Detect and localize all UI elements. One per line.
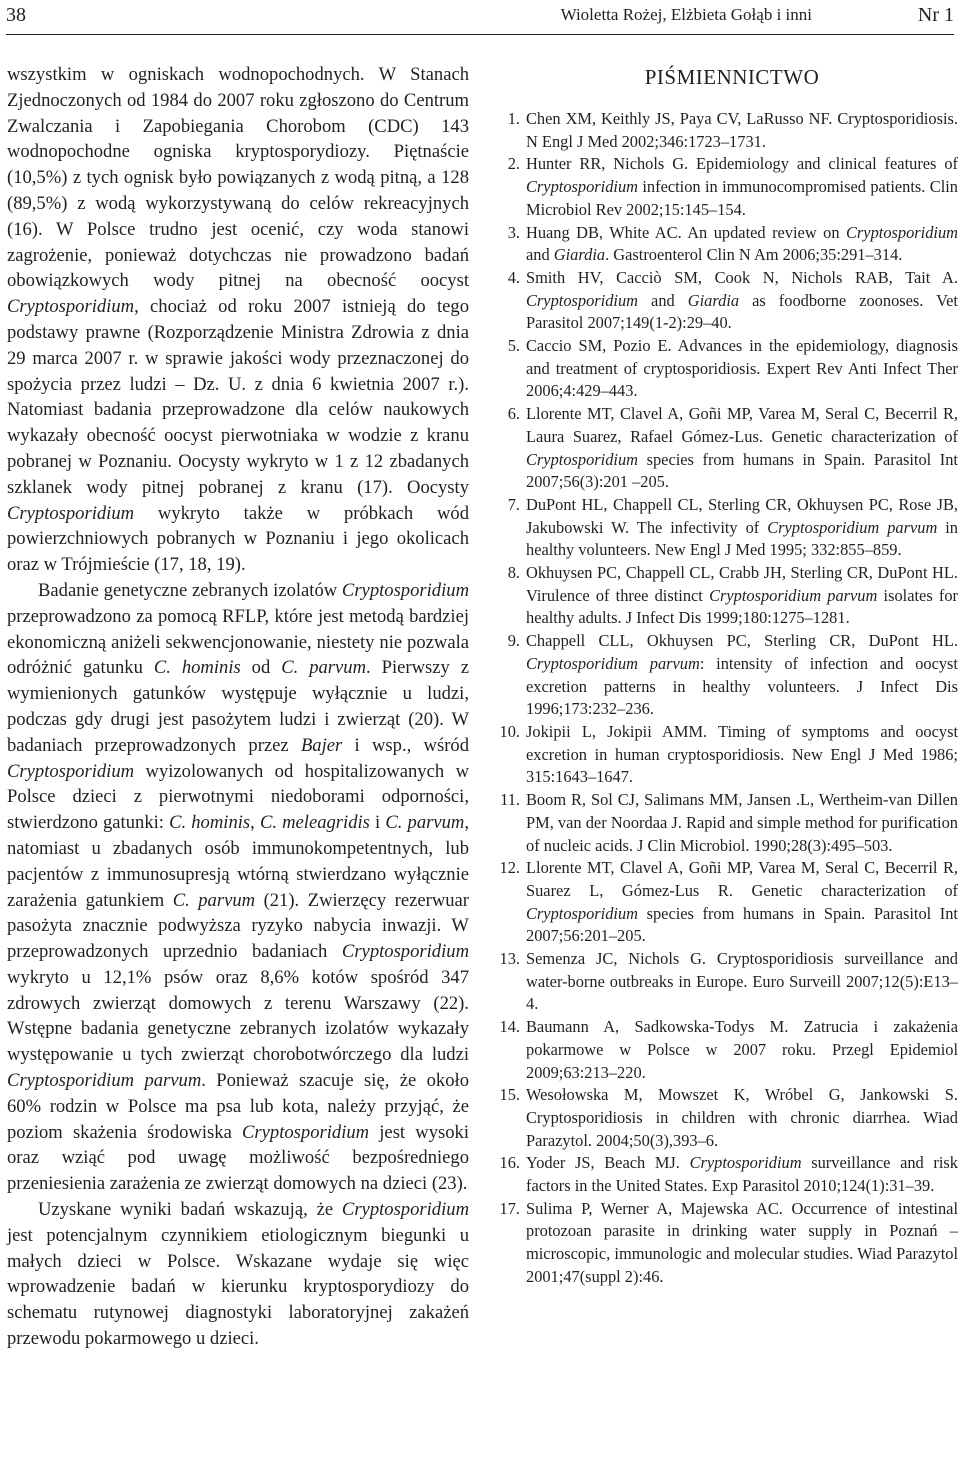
reference-number: 4. xyxy=(507,267,520,287)
issue-number: Nr 1 xyxy=(917,4,954,26)
reference-number: 11. xyxy=(500,790,520,810)
reference-text: Llorente MT, Clavel A, Goñi MP, Varea M, Seral C, Becerril R, Laura Suarez, Rafael Gómez-Lus. Genetic characterization of Cryptosporidium species from humans in Spain. Parasitol Int 2007;56(3):201 –205. xyxy=(526,404,958,492)
references-list xyxy=(498,108,958,1289)
reference-number: 17. xyxy=(499,1198,520,1218)
reference-item xyxy=(498,948,958,1016)
reference-text: Baumann A, Sadkowska-Todys M. Zatrucia i zakażenia pokarmowe w Polsce w 2007 roku. Przegl Epidemiol 2009;63:213–220. xyxy=(526,1017,958,1082)
reference-item xyxy=(498,222,958,267)
reference-number: 8. xyxy=(507,563,520,583)
reference-number: 5. xyxy=(507,336,520,356)
reference-number: 7. xyxy=(507,494,520,514)
reference-item xyxy=(498,1152,958,1197)
reference-item xyxy=(498,153,958,221)
reference-number: 3. xyxy=(507,222,520,242)
reference-number: 9. xyxy=(507,631,520,651)
reference-text: DuPont HL, Chappell CL, Sterling CR, Okhuysen PC, Rose JB, Jakubowski W. The infectivity of Cryptosporidium parvum in healthy volunteers. New Engl J Med 1995; 332:855–859. xyxy=(526,494,958,560)
reference-text: Chen XM, Keithly JS, Paya CV, LaRusso NF. Cryptosporidiosis. N Engl J Med 2002;346:1723–1731. xyxy=(526,109,958,151)
reference-text: Okhuysen PC, Chappell CL, Crabb JH, Sterling CR, DuPont HL. Virulence of three distinct Cryptosporidium parvum isolates for healthy adults. J Infect Dis 1999;180:1275–1281. xyxy=(526,563,958,628)
reference-number: 1. xyxy=(507,109,520,128)
reference-item xyxy=(498,335,958,403)
body-text-column xyxy=(7,62,469,1352)
reference-text: Jokipii L, Jokipii AMM. Timing of symptoms and oocyst excretion in human cryptosporidiosis. New Engl J Med 1986; 315:1643–1647. xyxy=(526,721,958,787)
reference-item xyxy=(498,857,958,948)
reference-text: Sulima P, Werner A, Majewska AC. Occurrence of intestinal protozoan parasite in drinking water supply in Poznań – microscopic, immunologic and molecular studies. Wiad Parazytol 2001;47(suppl 2):46. xyxy=(526,1198,958,1286)
reference-item xyxy=(498,1198,958,1289)
reference-item xyxy=(498,630,958,721)
reference-text: Yoder JS, Beach MJ. Cryptosporidium surveillance and risk factors in the United States. Exp Parasitol 2010;124(1):31–39. xyxy=(526,1153,958,1196)
reference-number: 12. xyxy=(499,858,520,878)
reference-item xyxy=(498,789,958,857)
references-column xyxy=(498,64,958,1289)
reference-number: 10. xyxy=(499,721,520,741)
reference-number: 2. xyxy=(507,154,520,174)
reference-text: Llorente MT, Clavel A, Goñi MP, Varea M, Seral C, Becerril R, Suarez L, Gómez-Lus R. Genetic characterization of Cryptosporidium species from humans in Spain. Parasitol Int 2007;56:201–205. xyxy=(526,858,958,946)
reference-number: 14. xyxy=(499,1017,520,1037)
reference-item xyxy=(498,403,958,494)
body-paragraph: Uzyskane wyniki badań wskazują, że Cryptosporidium jest potencjalnym czynnikiem etiologicznym biegunki u małych dzieci w Polsce. Wskazane wydaje się więc wprowadzenie badań w kierunku kryptosporydiozy do schematu rutynowej diagnostyki laboratoryjnej zakażeń przewodu pokarmowego u dzieci. xyxy=(7,1199,469,1350)
reference-item xyxy=(498,267,958,335)
references-heading: PIŚMIENNICTWO xyxy=(644,65,820,89)
reference-item xyxy=(498,1016,958,1084)
reference-text: Semenza JC, Nichols G. Cryptosporidiosis surveillance and water-borne outbreaks in Europe. Euro Surveill 2007;12(5):E13–4. xyxy=(526,949,958,1014)
reference-item xyxy=(498,494,958,562)
reference-number: 13. xyxy=(499,949,520,969)
reference-text: Hunter RR, Nichols G. Epidemiology and clinical features of Cryptosporidium infection in immunocompromised patients. Clin Microbiol Rev 2002;15:145–154. xyxy=(526,154,958,219)
reference-text: Smith HV, Cacciò SM, Cook N, Nichols RAB, Tait A. Cryptosporidium and Giardia as foodborne zoonoses. Vet Parasitol 2007;149(1-2):29–40. xyxy=(526,267,958,333)
reference-item xyxy=(498,562,958,630)
reference-number: 15. xyxy=(499,1085,520,1105)
page-number: 38 xyxy=(6,4,26,26)
reference-item xyxy=(498,721,958,789)
reference-number: 16. xyxy=(499,1153,520,1173)
reference-text: Caccio SM, Pozio E. Advances in the epidemiology, diagnosis and treatment of cryptosporidiosis. Expert Rev Anti Infect Ther 2006;4:429–443. xyxy=(526,336,958,401)
reference-text: Huang DB, White AC. An updated review on Cryptosporidium and Giardia. Gastroenterol Clin N Am 2006;35:291–314. xyxy=(526,222,958,265)
running-header xyxy=(6,0,954,35)
reference-item xyxy=(498,108,958,153)
body-paragraph: Badanie genetyczne zebranych izolatów Cryptosporidium przeprowadzono za pomocą RFLP, które jest metodą bardziej ekonomiczną aniżeli sekwencjonowanie, niestety nie pozwala odróżnić gatunku C. hominis od C. parvum. Pierwszy z wymienionych gatunków występuje wyłącznie u ludzi, podczas gdy drugi jest pasożytem ludzi i zwierząt (20). W badaniach przeprowadzonych przez Bajer i wsp., wśród Cryptosporidium wyizolowanych od hospitalizowanych w Polsce dzieci z pierwotnymi niedoborami odporności, stwierdzono gatunki: C. hominis, C. meleagridis i C. parvum, natomiast u zbadanych osób immunokompetentnych, lub pacjentów z immunosupresją wtórną stwierdzano wyłącznie zarażenia gatunkiem C. parvum (21). Zwierzęcy rezerwuar pasożyta znacznie podwyższa ryzyko nabycia inwazji. W przeprowadzonych uprzednio badaniach Cryptosporidium wykryto u 12,1% psów oraz 8,6% kotów spośród 347 zdrowych zwierząt domowych z terenu Warszawy (22). Wstępne badania genetyczne zebranych izolatów wykazały występowanie u tych zwierząt chorobotwórczego dla ludzi Cryptosporidium parvum. Ponieważ szacuje się, że około 60% rodzin w Polsce ma psa lub kota, należy przyjąć, że poziom skażenia środowiska Cryptosporidium jest wysoki oraz wziąć pod uwagę możliwość bezpośredniego przeniesienia zarażenia ze zwierząt domowych na dzieci (23). xyxy=(7,579,470,1195)
reference-text: Wesołowska M, Mowszet K, Wróbel G, Jankowski S. Cryptosporidiosis in children with chronic diarrhea. Wiad Parazytol. 2004;50(3),393–6. xyxy=(526,1085,958,1150)
running-authors: Wioletta Rożej, Elżbieta Gołąb i inni xyxy=(560,5,812,24)
reference-item xyxy=(498,1084,958,1152)
reference-text: Chappell CLL, Okhuysen PC, Sterling CR, DuPont HL. Cryptosporidium parvum: intensity of infection and oocyst excretion patterns in healthy volunteers. J Infect Dis 1996;173:232–236. xyxy=(526,631,958,719)
body-paragraph: wszystkim w ogniskach wodnopochodnych. W Stanach Zjednoczonych od 1984 do 2007 roku zgłoszono do Centrum Zwalczania i Zapobiegania Chorobom (CDC) 143 wodnopochodne ogniska kryptosporydiozy. Piętnaście (10,5%) z tych ognisk było powiązanych z wodą pitną, a 128 (89,5%) z wodą wykorzystywaną do celów rekreacyjnych (16). W Polsce trudno jest ocenić, czy woda stanowi zagrożenie, ponieważ dotychczas nie prowadzono badań obowiązkowych wody pitnej na obecność oocyst Cryptosporidium, chociaż od roku 2007 istnieją do tego podstawy prawne (Rozporządzenie Ministra Zdrowia z dnia 29 marca 2007 r. w sprawie jakości wody przeznaczonej do spożycia przez ludzi – Dz. U. z dnia 6 kwietnia 2007 r.). Natomiast badania przeprowadzone dla celów naukowych wykazały obecność oocyst pierwotniaka w wodzie z kranu pobranej w Poznaniu. Oocysty wykryto w 1 z 12 zbadanych szklanek wody pitnej pobranej z kranu (17). Oocysty Cryptosporidium wykryto także w próbkach wód powierzchniowych pobranych w Poznaniu i jego okolicach oraz w Trójmieście (17, 18, 19). xyxy=(7,64,469,576)
reference-text: Boom R, Sol CJ, Salimans MM, Jansen .L, Wertheim-van Dillen PM, van der Noordaa J. Rapid and simple method for purification of nucleic acids. J Clin Microbiol. 1990;28(3):495–503. xyxy=(526,790,958,855)
reference-number: 6. xyxy=(507,404,520,424)
